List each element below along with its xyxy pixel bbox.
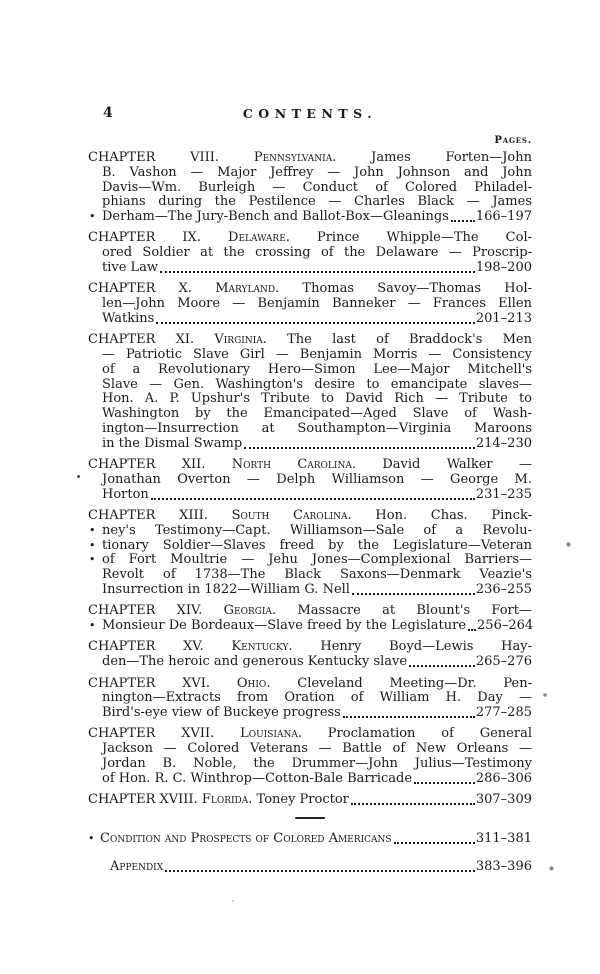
- toc-line: [88, 246, 532, 261]
- contents-title: CONTENTS.: [242, 106, 378, 121]
- pages-column-label: Pages.: [494, 135, 532, 146]
- toc-line-text: Washington by the Emancipated—Aged Slave of Wash-: [102, 406, 532, 422]
- page-range: 231–235: [475, 486, 532, 502]
- toc-line-text: ney's Testimony—Capt. Williamson—Sale of a Revolu-: [102, 522, 532, 538]
- state-name: Pennsylvania.: [253, 150, 337, 165]
- toc-footer-entry: [88, 832, 532, 847]
- toc-line-text: Insurrection in 1822—William G. Nell: [102, 582, 350, 598]
- toc-line: [88, 568, 532, 583]
- state-name: Ohio.: [236, 675, 271, 691]
- page-range: 166–197: [475, 209, 532, 225]
- toc-line-text: tive Law: [102, 260, 159, 276]
- toc-entry: [88, 640, 532, 670]
- state-name: Louisiana.: [240, 726, 302, 742]
- toc-line-text: in the Dismal Swamp: [102, 435, 243, 451]
- entry-description: Thomas Savoy—Thomas Hol-: [302, 281, 532, 297]
- toc-line-text: of Hon. R. C. Winthrop—Cotton-Bale Barricade: [102, 770, 413, 786]
- toc-line: [88, 166, 532, 181]
- chapter-label: CHAPTER X.: [88, 281, 192, 297]
- entry-description: James Forten—John: [371, 150, 532, 165]
- toc-line-text: Derham—The Jury-Bench and Ballot-Box—Gleanings: [102, 209, 449, 225]
- toc-line: [88, 553, 532, 568]
- state-name: Kentucky.: [231, 639, 293, 655]
- entry-description: The last of Braddock's Men: [287, 332, 532, 348]
- toc-entry: [88, 677, 532, 721]
- toc-line: [88, 706, 532, 721]
- footer-entry-title: [100, 832, 392, 847]
- dot-leader: [468, 629, 476, 631]
- toc-entry: [88, 727, 532, 786]
- toc-line: [88, 195, 532, 210]
- toc-line-text: of a Revolutionary Hero—Simon Lee—Major Mitchell's: [102, 361, 532, 377]
- entry-description: Toney Proctor: [256, 792, 349, 808]
- toc-line: [88, 437, 532, 452]
- toc-line-text: [88, 639, 532, 654]
- toc-line: [88, 742, 532, 757]
- toc-line: [88, 312, 532, 327]
- dot-leader: [151, 498, 475, 500]
- state-name: South Carolina.: [231, 508, 352, 524]
- chapter-label: CHAPTER XVII.: [88, 726, 215, 742]
- toc-line-text: [88, 793, 349, 808]
- toc-line-text: Jordan B. Noble, the Drummer—John Julius—Testimony: [102, 755, 532, 771]
- chapter-label: CHAPTER IX.: [88, 230, 201, 246]
- toc-line-text: den—The heroic and generous Kentucky slave: [102, 654, 408, 670]
- toc-line: [88, 210, 532, 225]
- dot-leader: [394, 842, 475, 844]
- page-range: 198–200: [475, 260, 532, 276]
- page-range: 265–276: [475, 654, 532, 670]
- toc-line-text: len—John Moore — Benjamin Banneker — Frances Ellen: [102, 296, 532, 312]
- toc-line-text: ored Soldier at the crossing of the Delaware — Proscrip-: [102, 245, 532, 261]
- toc-line-text: Bird's-eye view of Buckeye progress: [102, 705, 341, 721]
- chapter-label: CHAPTER XIII.: [88, 508, 208, 524]
- toc-line: [88, 458, 532, 473]
- ink-speck: [543, 693, 547, 697]
- toc-line-text: [88, 603, 532, 618]
- dot-leader: [451, 220, 475, 222]
- margin-dot-icon: •: [89, 523, 96, 537]
- toc-line-text: Davis—Wm. Burleigh — Conduct of Colored Philadel-: [102, 179, 532, 195]
- state-name: Florida.: [201, 792, 253, 808]
- toc-line: [88, 509, 532, 524]
- dot-leader: [156, 322, 475, 324]
- page-range: 201–213: [475, 310, 532, 326]
- toc-line: [88, 363, 532, 378]
- toc-line: [88, 772, 532, 787]
- page-range: 383–396: [475, 859, 532, 875]
- chapter-label: CHAPTER XV.: [88, 639, 204, 655]
- toc-line: [88, 488, 532, 503]
- toc-footer: [88, 832, 532, 875]
- state-name: Maryland.: [215, 281, 280, 297]
- toc-line: [88, 282, 532, 297]
- table-of-contents: [88, 151, 532, 875]
- toc-line-text: [88, 332, 532, 347]
- chapter-label: CHAPTER XIV.: [88, 603, 203, 619]
- entry-description: David Walker —: [382, 457, 532, 473]
- toc-entry: [88, 509, 532, 598]
- toc-line: [88, 392, 532, 407]
- dot-leader: [414, 782, 475, 784]
- page-range: 307–309: [475, 792, 532, 808]
- state-name: Virginia.: [214, 332, 267, 348]
- toc-line: [88, 691, 532, 706]
- toc-line-text: ington—Insurrection at Southampton—Virginia Maroons: [102, 421, 532, 437]
- dot-leader: [343, 716, 475, 718]
- toc-line-text: [88, 508, 532, 523]
- page-range: 236–255: [475, 582, 532, 598]
- toc-line: [88, 231, 532, 246]
- state-name: North Carolina.: [231, 457, 356, 473]
- toc-entries: [88, 151, 532, 808]
- page-range: 214–230: [475, 435, 532, 451]
- toc-line-text: phians during the Pestilence — Charles Black — James: [102, 194, 532, 210]
- toc-line: [88, 151, 532, 166]
- entry-description: Cleveland Meeting—Dr. Pen-: [297, 675, 532, 691]
- toc-line: [88, 757, 532, 772]
- dot-leader: [352, 593, 475, 595]
- toc-line-text: Monsieur De Bordeaux—Slave freed by the Legislature: [102, 618, 467, 634]
- toc-entry: [88, 458, 532, 502]
- section-divider-rule: [295, 817, 325, 820]
- chapter-label: CHAPTER VIII.: [88, 150, 220, 165]
- toc-line: [88, 348, 532, 363]
- toc-line: [88, 261, 532, 276]
- toc-line: [88, 181, 532, 196]
- chapter-label: CHAPTER XII.: [88, 457, 206, 473]
- toc-line-text: [88, 457, 532, 472]
- toc-line: [88, 524, 532, 539]
- toc-line-text: — Patriotic Slave Girl — Benjamin Morris — Consistency: [102, 347, 532, 363]
- toc-footer-entry: [88, 860, 532, 875]
- toc-line: [88, 793, 532, 808]
- entry-description: Prince Whipple—The Col-: [316, 230, 532, 246]
- toc-line: [88, 422, 532, 437]
- toc-line-text: nington—Extracts from Oration of William H. Day —: [102, 690, 532, 706]
- dot-leader: [351, 803, 475, 805]
- toc-line: [88, 539, 532, 554]
- toc-line-text: [88, 676, 532, 691]
- page-range: 277–285: [475, 705, 532, 721]
- chapter-label: CHAPTER XVIII.: [88, 792, 198, 808]
- toc-line-text: Jonathan Overton — Delph Williamson — George M.: [102, 471, 532, 487]
- margin-dot-icon: •: [88, 832, 95, 846]
- dot-leader: [409, 665, 475, 667]
- toc-line-text: [88, 281, 532, 296]
- margin-dot-icon: •: [89, 553, 96, 567]
- toc-line-text: Revolt of 1738—The Black Saxons—Denmark Veazie's: [102, 567, 532, 583]
- toc-entry: [88, 333, 532, 451]
- toc-line: [88, 677, 532, 692]
- state-name: Delaware.: [228, 230, 290, 246]
- ink-speck: [232, 900, 234, 902]
- toc-line-text: Jackson — Colored Veterans — Battle of New Orleans —: [102, 741, 532, 757]
- toc-line-text: B. Vashon — Major Jeffrey — John Johnson and John: [102, 164, 532, 180]
- dot-leader: [244, 447, 475, 449]
- toc-line-text: Slave — Gen. Washington's desire to emancipate slaves—: [102, 376, 532, 392]
- entry-description: Henry Boyd—Lewis Hay-: [320, 639, 532, 655]
- toc-line-text: [88, 150, 532, 165]
- page-range: 286–306: [475, 770, 532, 786]
- toc-line: [88, 640, 532, 655]
- toc-line: [88, 727, 532, 742]
- toc-entry: [88, 231, 532, 275]
- ink-speck: [77, 475, 80, 478]
- entry-description: Hon. Chas. Pinck-: [375, 508, 532, 524]
- entry-description: Proclamation of General: [327, 726, 532, 742]
- toc-line-text: tionary Soldier—Slaves freed by the Legislature—Veteran: [102, 537, 532, 553]
- margin-dot-icon: •: [89, 619, 96, 633]
- page-range: 311–381: [475, 831, 532, 847]
- entry-description: Massacre at Blount's Fort—: [297, 603, 532, 619]
- toc-line: [88, 297, 532, 312]
- toc-line: [88, 583, 532, 598]
- footer-entry-text: Condition and Prospects of Colored Americans: [100, 831, 392, 847]
- toc-entry: [88, 604, 532, 634]
- toc-line-text: Watkins: [102, 310, 155, 326]
- chapter-label: CHAPTER XVI.: [88, 675, 211, 691]
- toc-line: [88, 407, 532, 422]
- toc-entry: [88, 282, 532, 326]
- page-range: 256–264: [477, 618, 534, 634]
- margin-dot-icon: •: [89, 538, 96, 552]
- dot-leader: [160, 271, 475, 273]
- toc-line-text: [88, 230, 532, 245]
- toc-line: [88, 655, 532, 670]
- toc-entry: [88, 151, 532, 225]
- footer-entry-title: [110, 860, 163, 875]
- toc-line-text: of Fort Moultrie — Jehu Jones—Complexional Barriers—: [102, 552, 532, 568]
- toc-line: [88, 333, 532, 348]
- ink-speck: [549, 866, 554, 871]
- dot-leader: [165, 870, 475, 872]
- toc-line: [88, 378, 532, 393]
- toc-line: [88, 619, 532, 634]
- toc-line: [88, 473, 532, 488]
- toc-line-text: Hon. A. P. Upshur's Tribute to David Rich — Tribute to: [102, 391, 532, 407]
- margin-dot-icon: •: [89, 210, 96, 224]
- toc-entry: [88, 793, 532, 808]
- chapter-label: CHAPTER XI.: [88, 332, 195, 348]
- toc-line-text: Horton: [102, 486, 149, 502]
- toc-line-text: [88, 726, 532, 741]
- state-name: Georgia.: [223, 603, 277, 619]
- footer-entry-text: Appendix: [110, 859, 164, 875]
- folio-page-number: 4: [103, 105, 114, 121]
- toc-line: [88, 604, 532, 619]
- ink-speck: [566, 542, 571, 547]
